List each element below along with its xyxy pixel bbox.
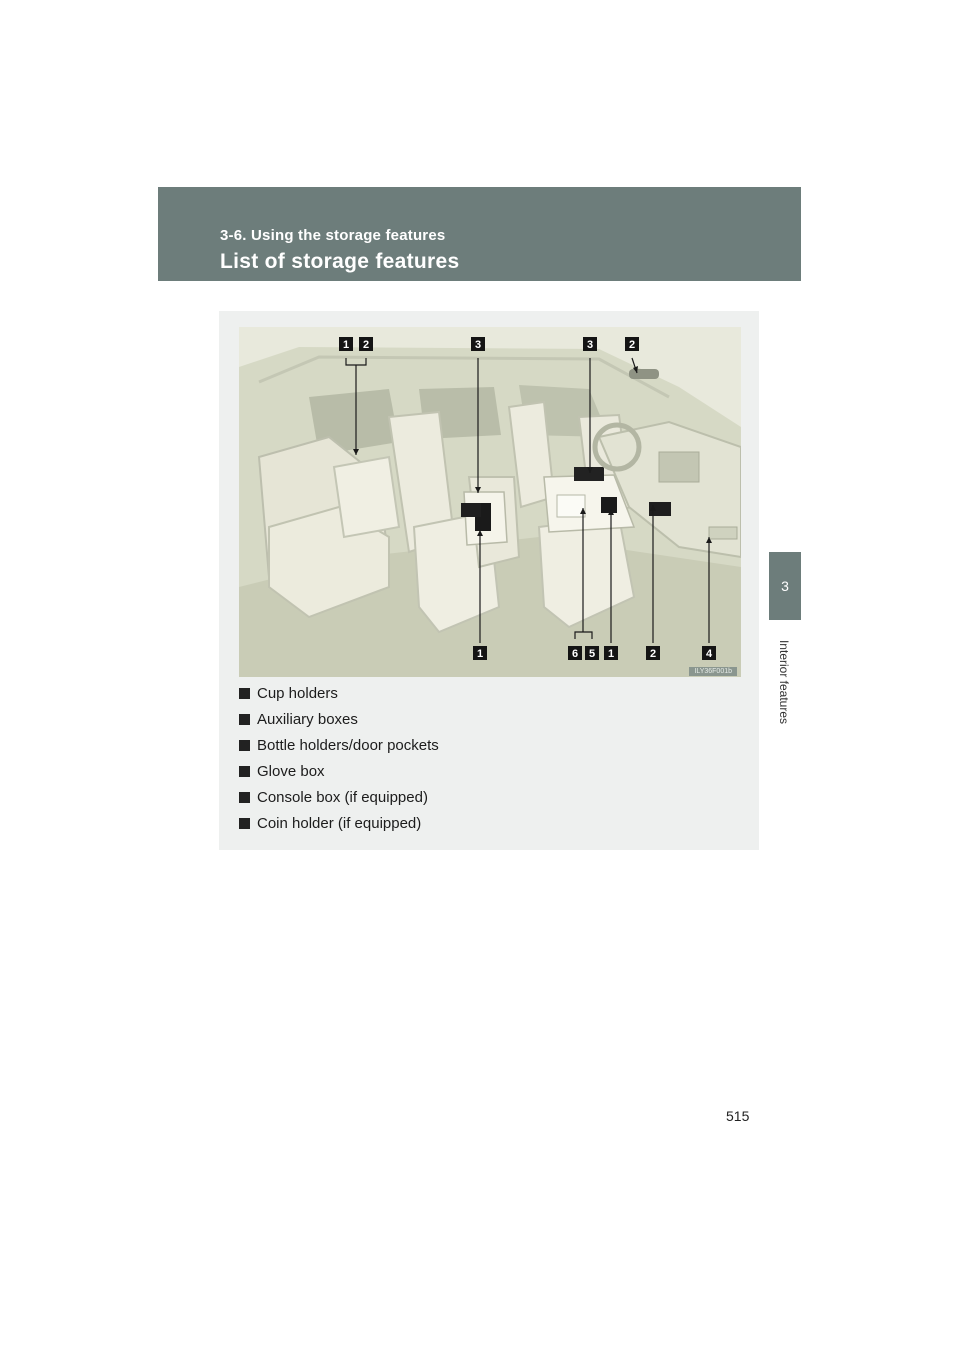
callout-bottom-4: 1 [607, 648, 615, 660]
vehicle-interior-drawing [239, 327, 741, 677]
page-number: 515 [726, 1108, 750, 1124]
legend-item-auxiliary-boxes [239, 706, 439, 732]
legend-label: Glove box [257, 762, 325, 780]
legend-marker-2 [239, 714, 250, 725]
callout-bottom-5: 2 [649, 648, 657, 660]
chapter-number: 3 [781, 578, 789, 594]
legend-item-coin-holder [239, 810, 439, 836]
legend-marker-3 [239, 740, 250, 751]
chapter-label: Interior features [777, 639, 791, 725]
section-label: 3-6. Using the storage features [220, 227, 446, 244]
callout-top-3: 3 [474, 339, 482, 351]
legend-label: Cup holders [257, 684, 338, 702]
legend-label: Coin holder (if equipped) [257, 814, 422, 832]
callout-bottom-1: 1 [476, 648, 484, 660]
illustration-code: ILY36F001b [689, 667, 737, 676]
legend-item-cup-holders [239, 680, 439, 706]
legend-item-bottle-holders [239, 732, 439, 758]
legend-list [239, 680, 439, 836]
callout-bottom-3: 5 [588, 648, 596, 660]
legend-marker-6 [239, 818, 250, 829]
legend-marker-1 [239, 688, 250, 699]
callout-top-2: 2 [362, 339, 370, 351]
chapter-tab [769, 552, 801, 620]
header-band [158, 187, 801, 281]
legend-marker-4 [239, 766, 250, 777]
legend-label: Auxiliary boxes [257, 710, 358, 728]
vehicle-interior-illustration [239, 327, 741, 677]
callout-bottom-2: 6 [571, 648, 579, 660]
callout-top-1: 1 [342, 339, 350, 351]
page-title: List of storage features [220, 250, 460, 273]
callout-top-5: 2 [628, 339, 636, 351]
legend-item-glove-box [239, 758, 439, 784]
content-panel [219, 311, 759, 850]
callout-bottom-6: 4 [705, 648, 713, 660]
legend-item-console-box [239, 784, 439, 810]
legend-label: Bottle holders/door pockets [257, 736, 439, 754]
legend-label: Console box (if equipped) [257, 788, 428, 806]
legend-marker-5 [239, 792, 250, 803]
callout-top-4: 3 [586, 339, 594, 351]
